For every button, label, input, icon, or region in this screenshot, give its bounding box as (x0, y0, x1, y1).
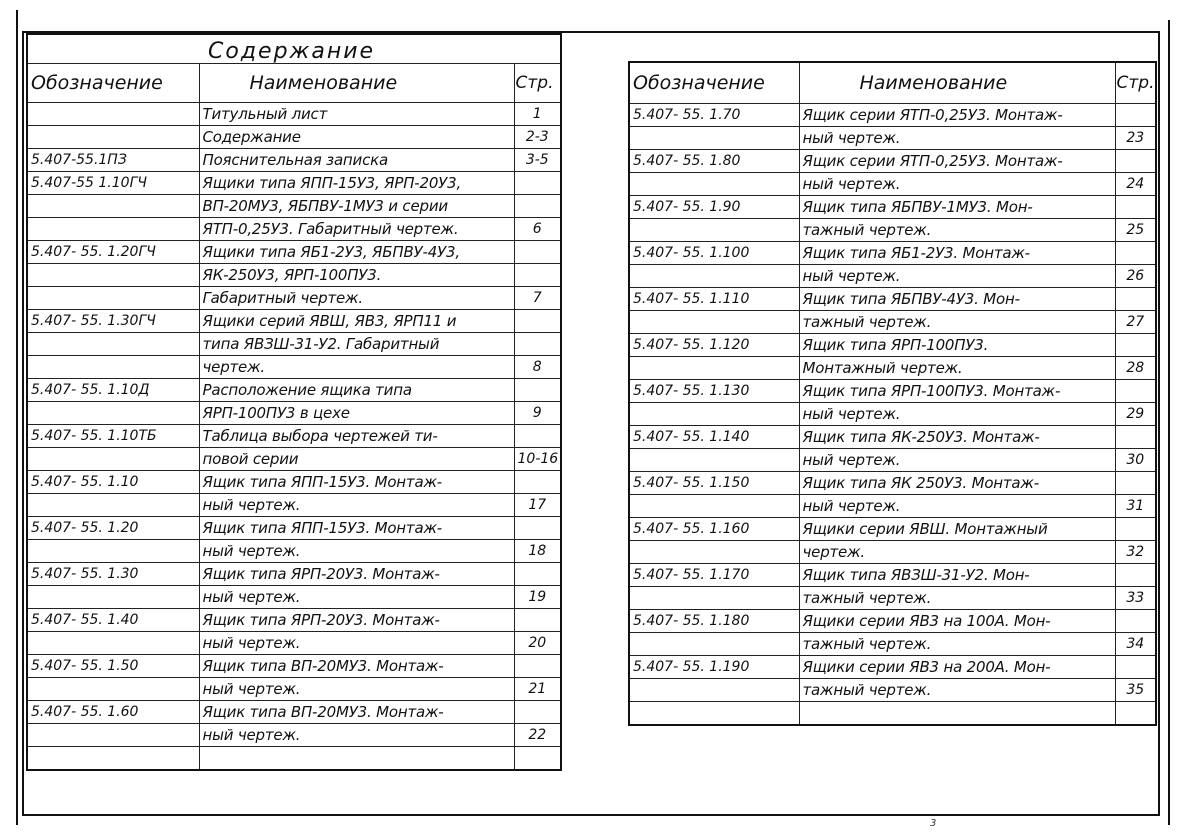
row-page: 24 (1115, 173, 1156, 196)
row-designation: 5.407-55 1.10ГЧ (27, 172, 199, 195)
row-name: ный чертеж. (799, 403, 1115, 426)
row-name: ный чертеж. (799, 449, 1115, 472)
row-name (799, 702, 1115, 726)
row-designation (629, 541, 799, 564)
table-row (27, 563, 561, 586)
row-name: Ящики типа ЯПП-15У3, ЯРП-20У3, (199, 172, 514, 195)
row-designation: 5.407- 55. 1.70 (629, 104, 799, 127)
table-row (27, 241, 561, 264)
row-name: Ящики серии ЯВ3 на 200А. Мон- (799, 656, 1115, 679)
row-page (1115, 196, 1156, 219)
page-title: Содержание (27, 34, 561, 64)
row-page (514, 379, 561, 402)
row-page: 20 (514, 632, 561, 655)
column-header-name: Наименование (799, 62, 1115, 104)
table-row (629, 357, 1156, 380)
row-designation: 5.407- 55. 1.60 (27, 701, 199, 724)
row-designation: 5.407- 55. 1.190 (629, 656, 799, 679)
row-name: тажный чертеж. (799, 679, 1115, 702)
row-designation (629, 311, 799, 334)
row-page: 23 (1115, 127, 1156, 150)
row-name: ный чертеж. (199, 678, 514, 701)
row-name: Ящики серии ЯВ3 на 100А. Мон- (799, 610, 1115, 633)
row-name: Расположение ящика типа (199, 379, 514, 402)
table-row (27, 172, 561, 195)
row-name: ный чертеж. (799, 173, 1115, 196)
row-designation: 5.407- 55. 1.40 (27, 609, 199, 632)
row-designation (27, 632, 199, 655)
row-designation: 5.407- 55. 1.30ГЧ (27, 310, 199, 333)
row-name: Ящик типа ЯПП-15У3. Монтаж- (199, 517, 514, 540)
row-designation: 5.407- 55. 1.30 (27, 563, 199, 586)
row-designation (27, 126, 199, 149)
row-page: 32 (1115, 541, 1156, 564)
row-designation: 5.407- 55. 1.170 (629, 564, 799, 587)
table-row (27, 356, 561, 379)
table-row (629, 403, 1156, 426)
row-page: 30 (1115, 449, 1156, 472)
table-row (27, 310, 561, 333)
row-name: Ящик типа ВП-20МУ3. Монтаж- (199, 701, 514, 724)
row-name: тажный чертеж. (799, 633, 1115, 656)
row-page: 3-5 (514, 149, 561, 172)
table-row (629, 242, 1156, 265)
row-designation: 5.407- 55. 1.160 (629, 518, 799, 541)
row-page (514, 563, 561, 586)
table-row (629, 127, 1156, 150)
table-row (27, 333, 561, 356)
row-designation (27, 678, 199, 701)
row-name: ЯК-250У3, ЯРП-100ПУ3. (199, 264, 514, 287)
table-row (629, 495, 1156, 518)
row-name: Ящик типа ВП-20МУ3. Монтаж- (199, 655, 514, 678)
row-page: 6 (514, 218, 561, 241)
row-designation (629, 219, 799, 242)
row-designation (629, 403, 799, 426)
column-header-page: Стр. (514, 64, 561, 103)
row-designation (629, 633, 799, 656)
table-row (629, 541, 1156, 564)
row-name: Ящики серий ЯВШ, ЯВ3, ЯРП11 и (199, 310, 514, 333)
table-row (27, 218, 561, 241)
row-name: ный чертеж. (799, 265, 1115, 288)
table-row (27, 448, 561, 471)
row-designation: 5.407- 55. 1.180 (629, 610, 799, 633)
table-row (27, 609, 561, 632)
table-row (27, 103, 561, 126)
table-row (629, 150, 1156, 173)
row-designation: 5.407- 55. 1.50 (27, 655, 199, 678)
row-designation: 5.407-55.1ПЗ (27, 149, 199, 172)
row-page (514, 241, 561, 264)
row-name: ный чертеж. (199, 724, 514, 747)
row-page: 10-16 (514, 448, 561, 471)
row-designation: 5.407- 55. 1.20ГЧ (27, 241, 199, 264)
row-page: 17 (514, 494, 561, 517)
table-row (629, 219, 1156, 242)
row-name: ный чертеж. (199, 586, 514, 609)
row-name: Ящик типа ЯРП-100ПУ3. Монтаж- (799, 380, 1115, 403)
row-name: Ящик типа ЯБ1-2У3. Монтаж- (799, 242, 1115, 265)
row-name: ный чертеж. (199, 494, 514, 517)
row-page: 21 (514, 678, 561, 701)
row-page (514, 195, 561, 218)
row-designation: 5.407- 55. 1.90 (629, 196, 799, 219)
row-designation: 5.407- 55. 1.80 (629, 150, 799, 173)
row-designation: 5.407- 55. 1.130 (629, 380, 799, 403)
table-row (27, 724, 561, 747)
row-name: Габаритный чертеж. (199, 287, 514, 310)
row-page: 19 (514, 586, 561, 609)
row-designation (629, 265, 799, 288)
table-row (27, 701, 561, 724)
row-designation (27, 494, 199, 517)
table-row (629, 380, 1156, 403)
sheet-number: 3 (930, 818, 938, 829)
row-page (514, 471, 561, 494)
row-designation: 5.407- 55. 1.110 (629, 288, 799, 311)
left-margin-line (16, 10, 18, 825)
row-page (514, 747, 561, 771)
row-name (199, 747, 514, 771)
row-name: тажный чертеж. (799, 219, 1115, 242)
row-designation (629, 587, 799, 610)
row-designation (27, 402, 199, 425)
row-designation (27, 356, 199, 379)
row-designation (27, 747, 199, 771)
row-page (514, 517, 561, 540)
table-row (27, 264, 561, 287)
table-row (629, 518, 1156, 541)
table-row (629, 265, 1156, 288)
row-designation (27, 103, 199, 126)
row-designation (27, 448, 199, 471)
row-name: Ящик типа ЯК 250У3. Монтаж- (799, 472, 1115, 495)
row-name: Ящик типа ЯК-250У3. Монтаж- (799, 426, 1115, 449)
row-page (1115, 518, 1156, 541)
row-designation: 5.407- 55. 1.20 (27, 517, 199, 540)
table-row (27, 655, 561, 678)
row-designation (27, 540, 199, 563)
row-name: ЯТП-0,25У3. Габаритный чертеж. (199, 218, 514, 241)
table-row (27, 494, 561, 517)
row-designation: 5.407- 55. 1.120 (629, 334, 799, 357)
table-row (629, 633, 1156, 656)
row-name: Ящик типа ЯБПВУ-1МУ3. Мон- (799, 196, 1115, 219)
row-name: Содержание (199, 126, 514, 149)
row-designation (27, 724, 199, 747)
row-name: ный чертеж. (799, 127, 1115, 150)
row-page (1115, 288, 1156, 311)
row-name: тажный чертеж. (799, 311, 1115, 334)
table-row (629, 173, 1156, 196)
row-name: типа ЯВЗШ-31-У2. Габаритный (199, 333, 514, 356)
row-page (1115, 426, 1156, 449)
row-name: Ящик типа ЯБПВУ-4У3. Мон- (799, 288, 1115, 311)
row-name: Ящик типа ЯРП-20У3. Монтаж- (199, 609, 514, 632)
row-designation (629, 679, 799, 702)
row-name: повой серии (199, 448, 514, 471)
row-page (514, 264, 561, 287)
row-designation (629, 127, 799, 150)
table-row (629, 610, 1156, 633)
row-page (514, 609, 561, 632)
row-page: 33 (1115, 587, 1156, 610)
table-row (629, 679, 1156, 702)
row-page: 22 (514, 724, 561, 747)
row-page (1115, 104, 1156, 127)
row-page: 31 (1115, 495, 1156, 518)
table-row (629, 311, 1156, 334)
row-designation: 5.407- 55. 1.150 (629, 472, 799, 495)
row-name: Ящик серии ЯТП-0,25У3. Монтаж- (799, 104, 1115, 127)
row-page (1115, 656, 1156, 679)
row-name: Ящик серии ЯТП-0,25У3. Монтаж- (799, 150, 1115, 173)
table-row (629, 702, 1156, 726)
row-page (1115, 334, 1156, 357)
contents-table-right (628, 61, 1157, 726)
row-name: Ящик типа ЯПП-15У3. Монтаж- (199, 471, 514, 494)
row-page (1115, 564, 1156, 587)
table-row (27, 471, 561, 494)
row-name: чертеж. (199, 356, 514, 379)
row-designation (27, 333, 199, 356)
row-page: 7 (514, 287, 561, 310)
table-row (27, 425, 561, 448)
row-designation (629, 357, 799, 380)
row-name: Ящик типа ЯВЗШ-31-У2. Мон- (799, 564, 1115, 587)
table-row (27, 632, 561, 655)
row-name: Ящик типа ЯРП-100ПУ3. (799, 334, 1115, 357)
row-designation: 5.407- 55. 1.10Д (27, 379, 199, 402)
table-row (629, 449, 1156, 472)
row-name: ЯРП-100ПУ3 в цехе (199, 402, 514, 425)
table-row (27, 586, 561, 609)
row-name: Монтажный чертеж. (799, 357, 1115, 380)
table-row (27, 195, 561, 218)
row-designation (27, 195, 199, 218)
row-designation: 5.407- 55. 1.10 (27, 471, 199, 494)
table-row (629, 656, 1156, 679)
row-page (514, 310, 561, 333)
row-name: чертеж. (799, 541, 1115, 564)
row-designation: 5.407- 55. 1.140 (629, 426, 799, 449)
row-page: 35 (1115, 679, 1156, 702)
table-row (629, 472, 1156, 495)
row-name: Таблица выбора чертежей ти- (199, 425, 514, 448)
right-margin-line (1168, 20, 1170, 825)
row-page (1115, 610, 1156, 633)
column-header-page: Стр. (1115, 62, 1156, 104)
table-row (27, 747, 561, 771)
table-row (629, 288, 1156, 311)
row-name: ный чертеж. (199, 632, 514, 655)
table-row (27, 126, 561, 149)
row-name: Ящик типа ЯРП-20У3. Монтаж- (199, 563, 514, 586)
row-designation (27, 218, 199, 241)
table-row (27, 149, 561, 172)
row-name: ный чертеж. (799, 495, 1115, 518)
contents-table-left (26, 33, 562, 771)
row-designation: 5.407- 55. 1.10ТБ (27, 425, 199, 448)
row-page: 28 (1115, 357, 1156, 380)
row-page (514, 701, 561, 724)
row-page: 26 (1115, 265, 1156, 288)
row-designation (27, 287, 199, 310)
row-page: 1 (514, 103, 561, 126)
row-page: 27 (1115, 311, 1156, 334)
row-designation (27, 586, 199, 609)
table-row (629, 334, 1156, 357)
table-row (629, 426, 1156, 449)
row-page: 29 (1115, 403, 1156, 426)
row-page (514, 425, 561, 448)
row-page: 34 (1115, 633, 1156, 656)
column-header-name: Наименование (199, 64, 514, 103)
row-name: Титульный лист (199, 103, 514, 126)
table-row (27, 287, 561, 310)
table-row (27, 379, 561, 402)
row-page (514, 333, 561, 356)
row-page: 2-3 (514, 126, 561, 149)
row-page (514, 172, 561, 195)
row-page: 9 (514, 402, 561, 425)
table-row (629, 587, 1156, 610)
row-designation: 5.407- 55. 1.100 (629, 242, 799, 265)
row-name: ный чертеж. (199, 540, 514, 563)
row-name: ВП-20МУ3, ЯБПВУ-1МУ3 и серии (199, 195, 514, 218)
table-row (629, 564, 1156, 587)
row-page (1115, 380, 1156, 403)
table-row (27, 402, 561, 425)
row-name: Ящики серии ЯВШ. Монтажный (799, 518, 1115, 541)
row-designation (27, 264, 199, 287)
row-page (1115, 242, 1156, 265)
column-header-designation: Обозначение (27, 64, 199, 103)
row-designation (629, 495, 799, 518)
row-page (1115, 702, 1156, 726)
table-row (629, 196, 1156, 219)
table-row (27, 517, 561, 540)
row-page: 25 (1115, 219, 1156, 242)
column-header-designation: Обозначение (629, 62, 799, 104)
row-page: 18 (514, 540, 561, 563)
row-name: тажный чертеж. (799, 587, 1115, 610)
row-designation (629, 702, 799, 726)
table-row (629, 104, 1156, 127)
row-designation (629, 449, 799, 472)
row-designation (629, 173, 799, 196)
row-page (1115, 150, 1156, 173)
row-name: Пояснительная записка (199, 149, 514, 172)
row-page: 8 (514, 356, 561, 379)
table-row (27, 678, 561, 701)
row-name: Ящики типа ЯБ1-2У3, ЯБПВУ-4У3, (199, 241, 514, 264)
row-page (514, 655, 561, 678)
row-page (1115, 472, 1156, 495)
table-row (27, 540, 561, 563)
